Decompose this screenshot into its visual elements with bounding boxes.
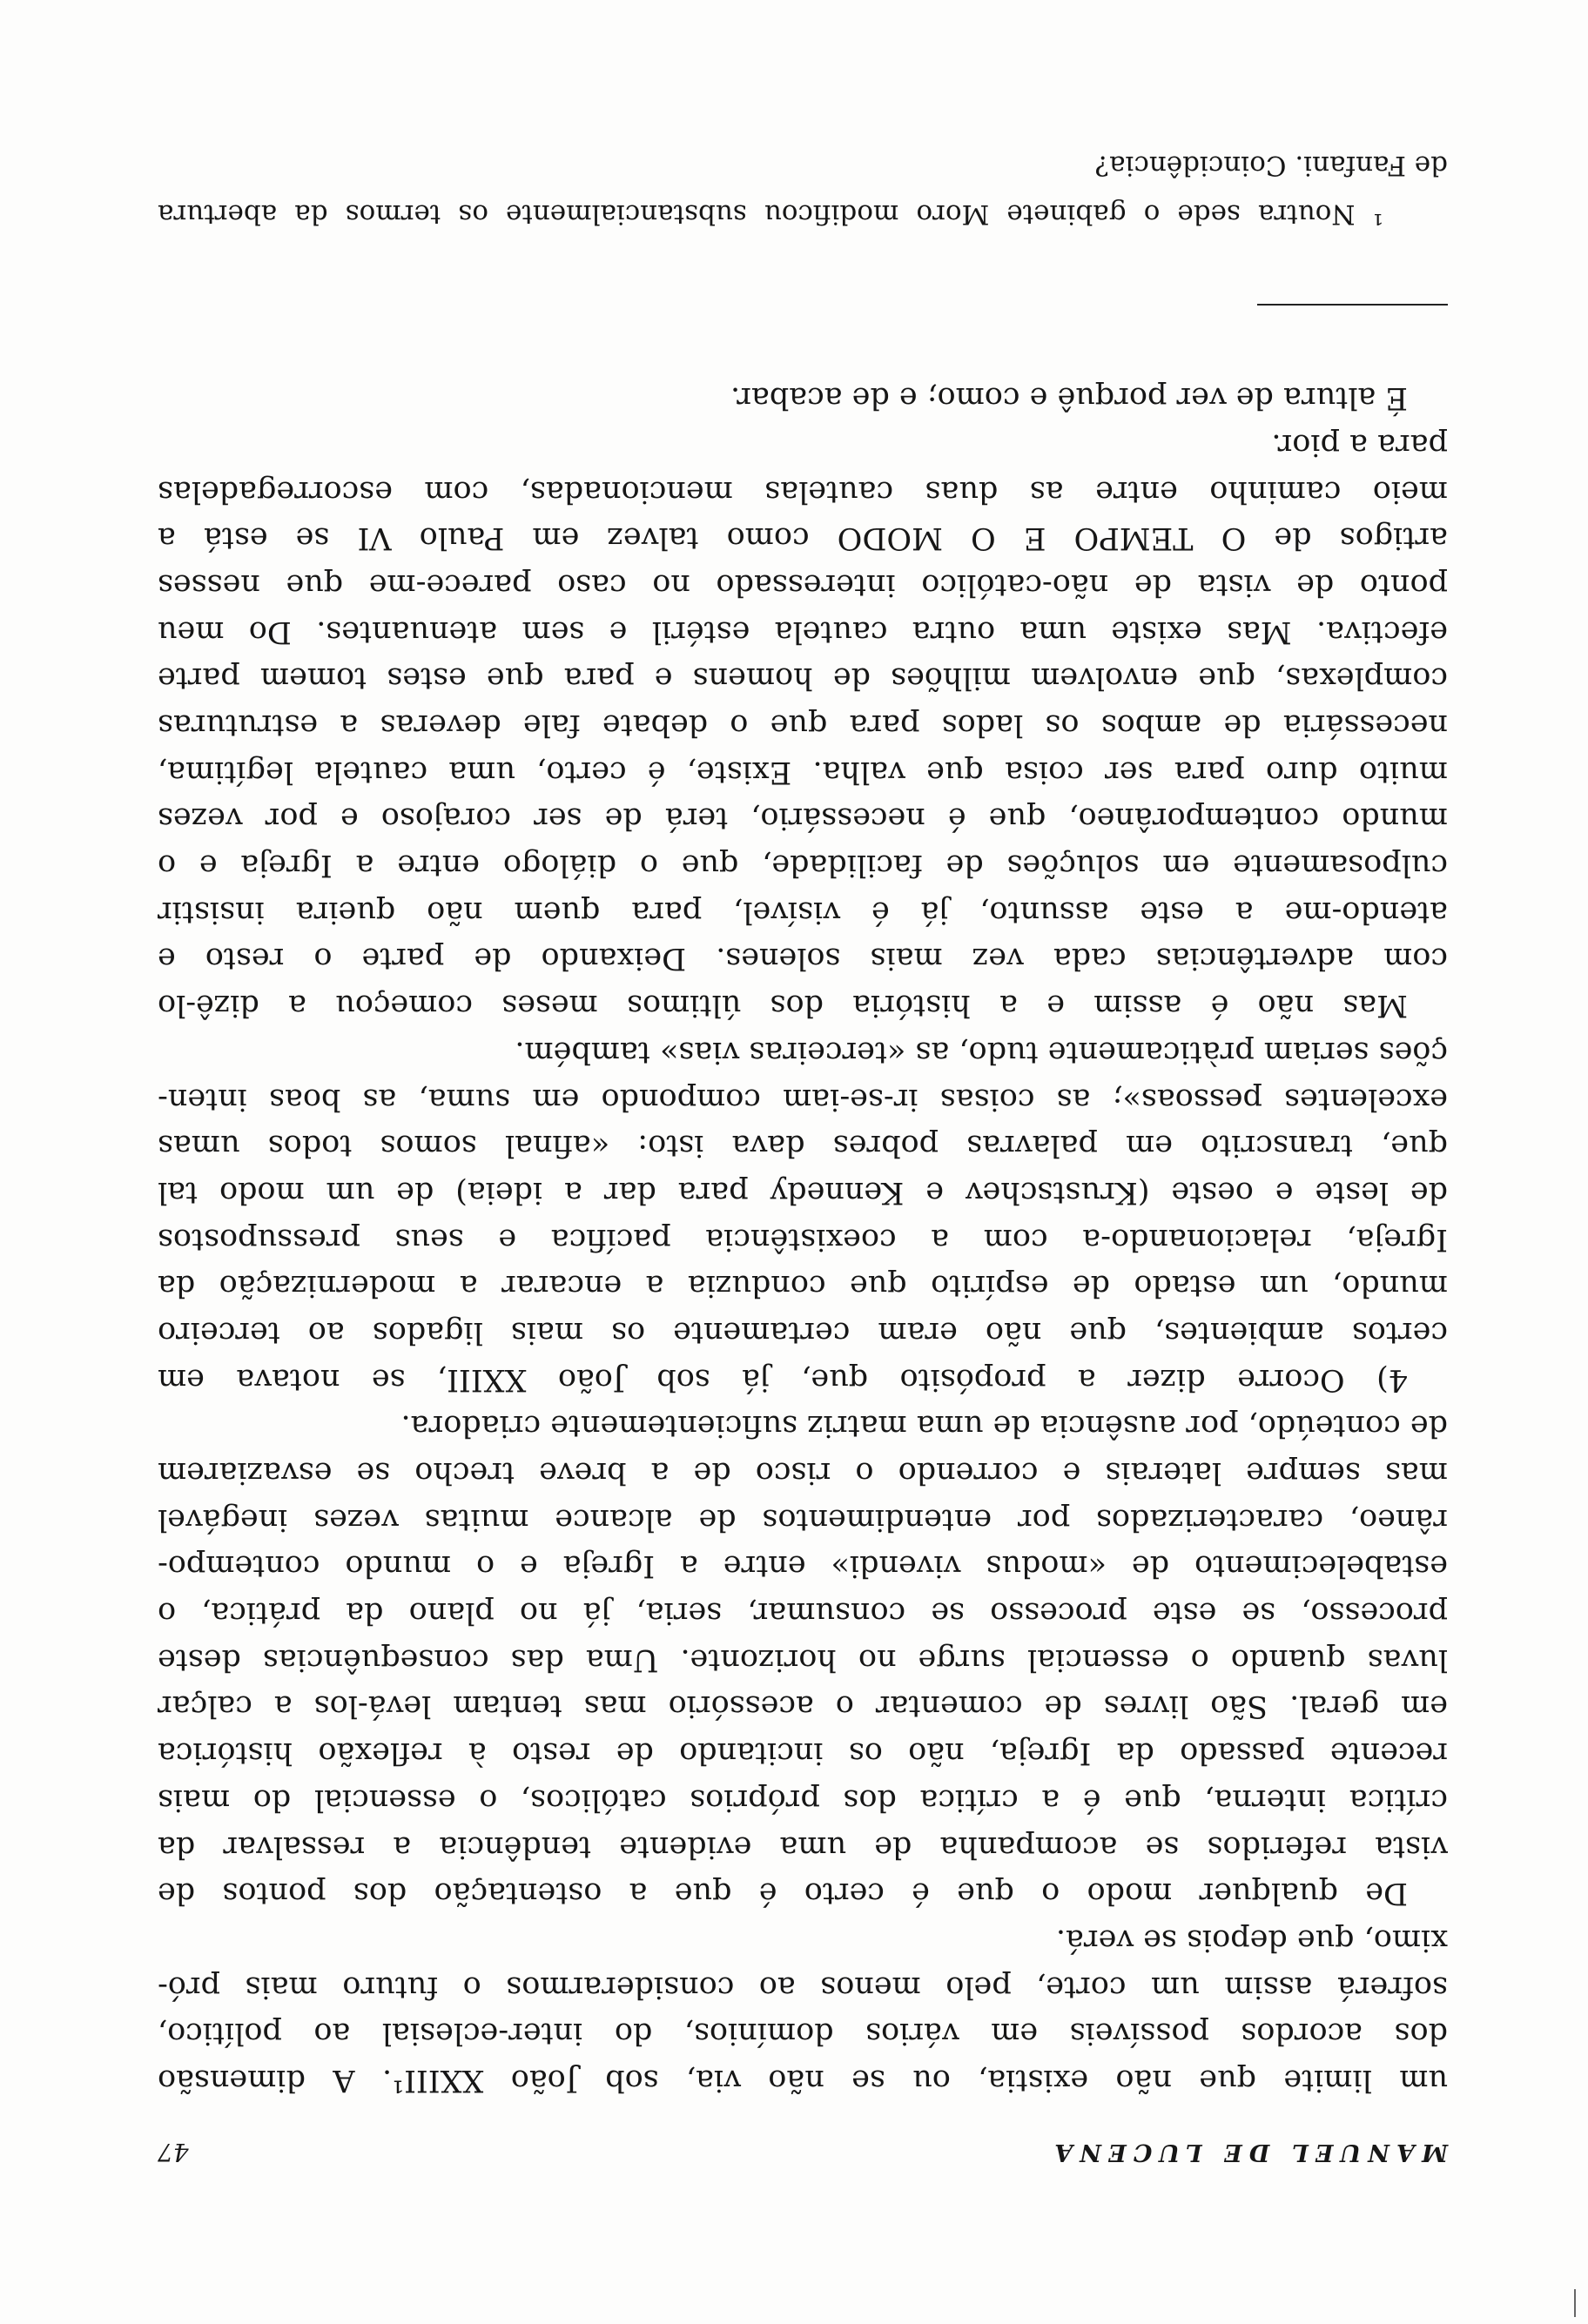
body-line: mundo, um estado de espírito que conduzia a encarar a modernização da bbox=[158, 1268, 1448, 1304]
body-line: ções seriam pràticamente tudo, as «terceiras vias» também. bbox=[515, 1034, 1448, 1070]
paragraph-3 bbox=[158, 1028, 1448, 1402]
body-line: efectiva. Mas existe uma outra cautela estéril e sem atenuantes. Do meu bbox=[158, 614, 1448, 649]
body-line: De qualquer modo o que é certo é que a ostentação dos pontos de bbox=[158, 1876, 1408, 1911]
body-line: culposamente em soluções de facilidade, que o diálogo entre a Igreja e o bbox=[158, 848, 1448, 883]
paragraph-2 bbox=[158, 1402, 1448, 1917]
paragraph-1 bbox=[158, 1916, 1448, 2103]
footnote-line: de Fanfani. Coincidência? bbox=[1094, 150, 1448, 181]
footnote bbox=[158, 141, 1448, 238]
body-line: atendo-me a este assunto, já é visível, para quem não queira insistir bbox=[158, 894, 1448, 930]
body-line: complexas, que envolvem milhões de homens e para que estes tomem parte bbox=[158, 661, 1448, 696]
body-line: vista referidos se acompanha de uma evidente tendência a ressalvar da bbox=[158, 1829, 1448, 1864]
body-line: 4) Ocorre dizer a propósito que, já sob João XXIII, se notava em bbox=[158, 1361, 1408, 1397]
body-line: râneo, caracterizados por entendimentos de alcance muitas vezes inegável bbox=[158, 1501, 1448, 1537]
running-head: MANUEL DE LUCENA bbox=[1047, 2139, 1448, 2166]
body-line: Mas não é assim e a história dos últimos meses começou a dizê-lo bbox=[158, 988, 1408, 1024]
footnote-line: ¹ Noutra sede o gabinete Moro modificou substancialmente os termos da abertura bbox=[158, 198, 1383, 230]
body-line: recente passado da Igreja, não os incitando de resto à reflexão histórica bbox=[158, 1736, 1448, 1771]
paragraph-4 bbox=[158, 420, 1448, 1028]
body-line: um limite que não existia, ou se não via, sob João XXIII¹. A dimensão bbox=[158, 2063, 1448, 2098]
body-line: estabelecimento de «modus vivendi» entre a Igreja e o mundo contempo- bbox=[158, 1548, 1448, 1584]
body-line: necessária de ambos os lados para que o debate fale deveras a estruturas bbox=[158, 708, 1448, 743]
body-line: mas sempre laterais e correndo o risco de a breve trecho se esvaziarem bbox=[158, 1455, 1448, 1491]
body-line: meio caminho entre as duas cautelas mencionadas, com escorregadelas bbox=[158, 474, 1448, 509]
body-line: Igreja, relacionando-a com a coexistência pacífica e seus pressupostos bbox=[158, 1221, 1448, 1257]
body-line: luvas quando o essencial surge no horizonte. Uma das consequências deste bbox=[158, 1642, 1448, 1677]
body-line: mundo contemporâneo, que é necessário, terá de ser corajoso e por vezes bbox=[158, 801, 1448, 836]
body-line: dos acordos possíveis em vários domínios, do inter-eclesial ao político, bbox=[158, 2016, 1448, 2052]
body-line: de leste e oeste (Krustschev e Kennedy para dar a ideia) de um modo tal bbox=[158, 1174, 1448, 1210]
footnote-separator bbox=[1257, 304, 1448, 306]
scan-mark bbox=[1574, 2289, 1576, 2317]
body-line: com advertências cada vez mais solenes. Deixando de parte o resto e bbox=[158, 941, 1448, 977]
body-line: crítica interna, que é a crítica dos próprios católicos, o essencial do mais bbox=[158, 1782, 1448, 1817]
body-line: para a pior. bbox=[1271, 427, 1448, 462]
body-line: ximo, que depois se verá. bbox=[1055, 1922, 1448, 1958]
body-line: que, transcrito em palavras pobres dava isto: «afinal somos todos umas bbox=[158, 1128, 1448, 1164]
body-line: É altura de ver porquê e como; e de acabar. bbox=[730, 380, 1408, 416]
body-line: certos ambientes, que não eram certamente os mais ligados ao terceiro bbox=[158, 1315, 1448, 1350]
body-line: em geral. São livres de comentar o acessório mas tentam levá-los a calçar bbox=[158, 1689, 1448, 1724]
body-line: ponto de vista de não-católico interessado no caso parece-me que nesses bbox=[158, 568, 1448, 602]
body-line: de conteúdo, por ausência de uma matriz suficientemente criadora. bbox=[400, 1408, 1448, 1444]
paragraph-5 bbox=[158, 374, 1448, 421]
body-line: artigos de O TEMPO E O MODO como talvez em Paulo VI se está a bbox=[158, 521, 1448, 556]
page-number: 47 bbox=[158, 2138, 189, 2166]
body-line: excelentes pessoas»; as coisas ir-se-iam compondo em suma, as boas inten- bbox=[158, 1081, 1448, 1117]
body-line: muito duro para ser coisa que valha. Existe, é certo, uma cautela legítima, bbox=[158, 754, 1448, 789]
body-line: processo, se este processo se consumar, seria, já no plano da prática, o bbox=[158, 1595, 1448, 1631]
body-text bbox=[158, 374, 1448, 2103]
body-line: sofrerá assim um corte, pelo menos ao considerarmos o futuro mais pró- bbox=[158, 1969, 1448, 2005]
